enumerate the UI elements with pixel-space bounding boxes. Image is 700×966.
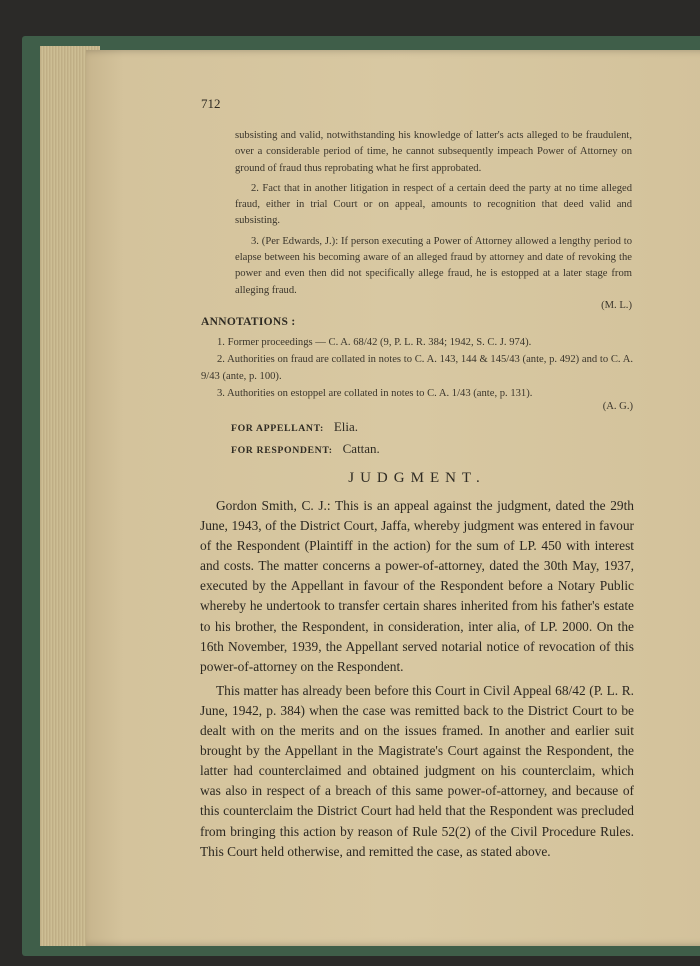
judgment-paragraph: This matter has already been before this Court in Civil Appeal 68/42 (P. L. R. June, 1942, p. 384) when the case was remitted back to the District Court to be dealt with on the merits and on the issues framed. In another and earlier suit brought by the Appellant in the Magistrate's Court against the Respondent, the latter had counterclaimed and obtained judgment on his counterclaim, which was also in respect of a breach of this same power-of-attorney, and because of this counterclaim the District Court had held that the Respondent was precluded from bringing this action by reason of Rule 52(2) of the Civil Procedure Rules. This Court held otherwise, and remitted the case, as stated above. bbox=[200, 682, 634, 859]
judgment-body bbox=[200, 496, 634, 866]
annotations-list bbox=[201, 334, 633, 412]
appellant-counsel bbox=[231, 418, 358, 436]
page-number: 712 bbox=[201, 96, 221, 111]
appellant-name: Elia. bbox=[333, 419, 359, 434]
respondent-name: Cattan. bbox=[342, 441, 380, 456]
headnote-item: subsisting and valid, notwithstanding his knowledge of latter's acts alleged to be fraudulent, over a considerable period of time, he cannot subsequently impeach Power of Attorney on ground of fraud thus reprobating what he first approbated. bbox=[235, 130, 632, 174]
judgment-heading: JUDGMENT. bbox=[348, 470, 486, 486]
headnote-item: 3. (Per Edwards, J.): If person executing a Power of Attorney allowed a lengthy period to elapse between his becoming aware of an alleged fraud by attorney and date of revoking the power and even then did not specifically allege fraud, he is estopped at a later stage from alleging fraud. bbox=[235, 235, 632, 296]
annotations-heading: ANNOTATIONS : bbox=[201, 316, 296, 328]
annotation-item: 3. Authorities on estoppel are collated in notes to C. A. 1/43 (ante, p. 131). bbox=[217, 388, 533, 399]
headnote bbox=[235, 128, 632, 311]
annotation-item: 1. Former proceedings — C. A. 68/42 (9, P. L. R. 384; 1942, S. C. J. 974). bbox=[217, 337, 532, 348]
respondent-label: FOR RESPONDENT: bbox=[231, 445, 333, 456]
headnote-item: 2. Fact that in another litigation in respect of a certain deed the party at no time alleged fraud, either in trial Court or on appeal, amounts to recognition that deed valid and subsisting. bbox=[235, 182, 632, 227]
annotations-initials: (A. G.) bbox=[602, 401, 633, 412]
respondent-counsel bbox=[231, 440, 380, 458]
headnote-initials: (M. L.) bbox=[601, 299, 632, 311]
appellant-label: FOR APPELLANT: bbox=[231, 423, 324, 434]
annotation-item: 2. Authorities on fraud are collated in notes to C. A. 143, 144 & 145/43 (ante, p. 492) and to C. A. 9/43 (ante, p. 100). bbox=[201, 354, 633, 382]
judgment-paragraph: Gordon Smith, C. J.: This is an appeal against the judgment, dated the 29th June, 1943, of the District Court, Jaffa, whereby judgment was entered in favour of the Respondent (Plaintiff in the action) for the sum of LP. 450 with interest and costs. The matter concerns a power-of-attorney, dated the 30th May, 1937, executed by the Appellant in favour of the Respondent before a Notary Public whereby he undertook to transfer certain shares inherited from his father's estate to his brother, the Respondent, in consideration, inter alia, of LP. 2000. On the 16th November, 1939, the Appellant served notarial notice of revocation of this power-of-attorney on the Respondent. bbox=[200, 498, 634, 674]
